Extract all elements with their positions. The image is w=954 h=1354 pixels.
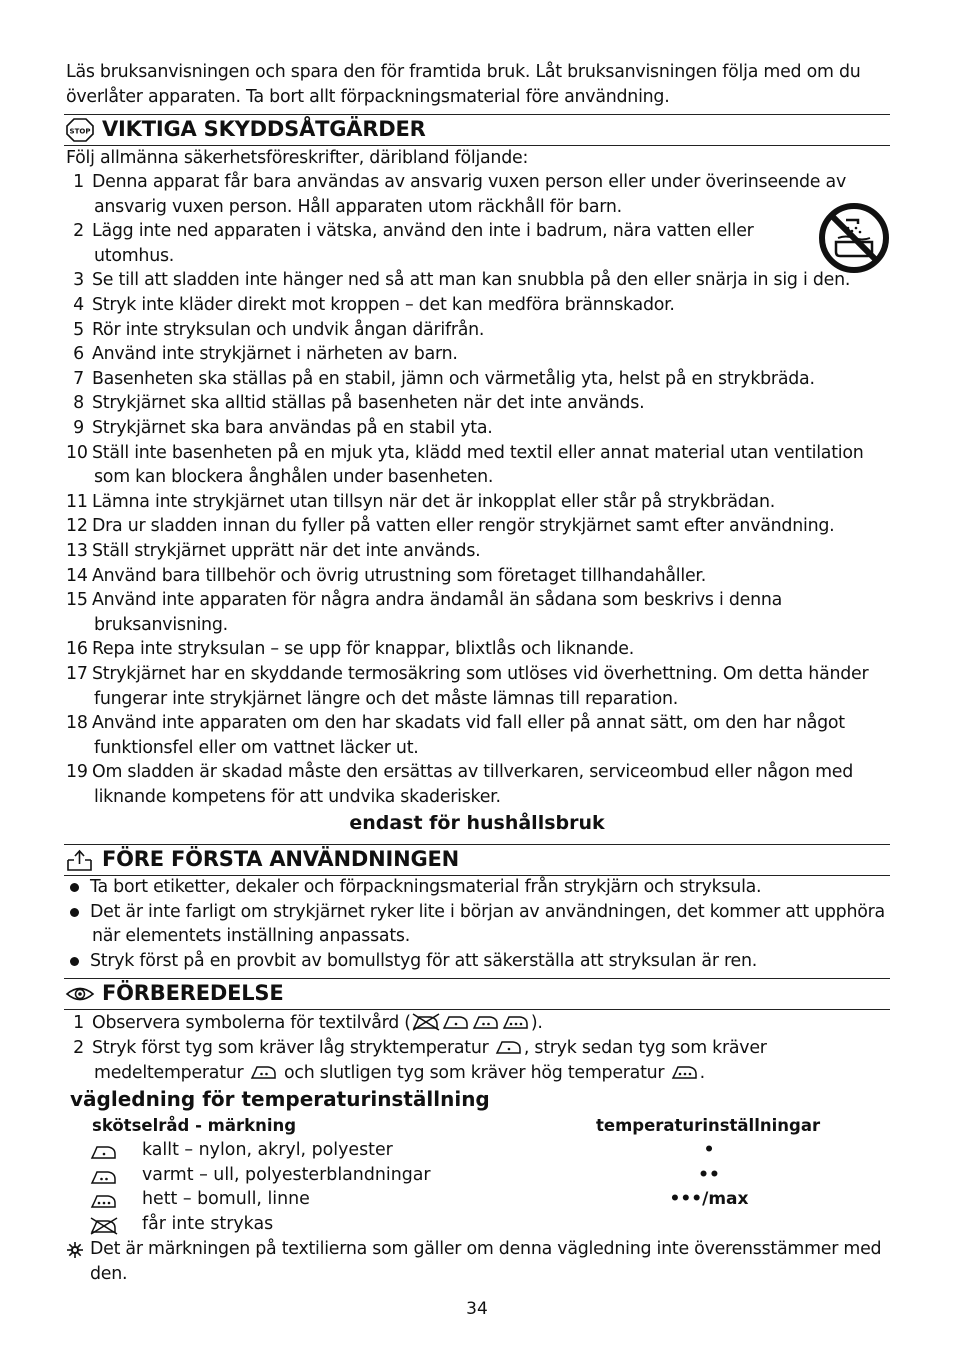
iron-three-dots-icon (89, 1192, 119, 1210)
sun-icon (66, 1241, 84, 1259)
do-not-iron-icon (89, 1217, 119, 1235)
item-line: Om sladden är skadad måste den ersättas av tillverkaren, serviceombud eller någon med (92, 762, 854, 783)
bullet-item (70, 875, 890, 900)
item-text-part: ). (530, 1013, 543, 1033)
guide-row-setting: • (703, 1140, 715, 1160)
item-line: Lämna inte strykjärnet utan tillsyn när det är inkopplat eller står på strykbrädan. (92, 491, 775, 512)
item-text-part: Observera symbolerna för textilvård ( (92, 1013, 411, 1033)
item-text (92, 1011, 543, 1036)
item-text (92, 367, 815, 392)
bullet-line: Ta bort etiketter, dekaler och förpackningsmaterial från strykjärn och stryksula. (90, 877, 762, 897)
bullet-text (90, 875, 761, 900)
item-number: 1 (73, 172, 84, 192)
item-text (92, 219, 754, 268)
item-number: 6 (73, 344, 84, 365)
iron-three-dots-icon (670, 1063, 700, 1081)
bullet-icon (70, 883, 79, 892)
item-number: 17 (66, 664, 88, 684)
bullet-item (70, 949, 890, 974)
item-text-part: medeltemperatur (94, 1062, 249, 1083)
item-number: 1 (73, 1013, 84, 1033)
intro-text (66, 60, 896, 109)
item-text (92, 342, 458, 367)
item-text (92, 662, 868, 711)
item-number: 12 (66, 516, 88, 537)
item-number: 2 (73, 221, 84, 242)
guide-row-setting: •••/max (669, 1189, 749, 1210)
safety-item (66, 367, 896, 392)
item-text (92, 490, 775, 515)
item-text (92, 416, 493, 441)
item-text (92, 318, 484, 343)
item-text (92, 637, 634, 662)
item-text (92, 391, 644, 416)
item-line: liknande kompetens för att undvika skaderisker. (94, 786, 501, 807)
guide-col-right: temperaturinställningar (596, 1116, 821, 1135)
iron-one-dot-icon (441, 1013, 471, 1031)
guide-row-label: kallt – nylon, akryl, polyester (142, 1140, 393, 1160)
iron-two-dots-icon (89, 1168, 119, 1186)
item-line: Använd inte apparaten för några andra ändamål än sådana som beskrivs i denna (92, 590, 783, 611)
item-number: 14 (66, 565, 88, 586)
item-text (92, 293, 675, 318)
iron-two-dots-icon (249, 1063, 279, 1081)
guide-col-left: skötselråd - märkning (92, 1116, 297, 1135)
item-number: 2 (73, 1038, 84, 1058)
safety-item (66, 711, 896, 760)
no-bathroom-icon (818, 202, 890, 274)
preparation-item (66, 1011, 886, 1036)
item-text (92, 441, 864, 490)
item-line: Strykjärnet ska alltid ställas på basenheten när det inte används. (92, 393, 645, 414)
item-line: fungerar inte strykjärnet längre och det måste lämnas till reparation. (94, 688, 679, 709)
safety-item (66, 539, 896, 564)
item-line: Repa inte stryksulan – se upp för knappar, blixtlås och liknande. (92, 639, 634, 660)
item-line: Rör inte stryksulan och undvik ångan därifrån. (92, 319, 485, 340)
iron-two-dots-icon (471, 1013, 501, 1031)
bullet-icon (70, 908, 79, 917)
bullet-line: Stryk först på en provbit av bomullstyg för att säkerställa att stryksulan är ren. (90, 950, 758, 971)
item-text-part: Stryk först tyg som kräver låg stryktemperatur (92, 1038, 494, 1058)
item-line: Stryk inte kläder direkt mot kroppen – det kan medföra brännskador. (92, 295, 675, 315)
item-line: Strykjärnet ska bara användas på en stabil yta. (92, 418, 493, 438)
item-line: bruksanvisning. (94, 614, 228, 635)
safety-item (66, 588, 896, 637)
item-text-part: , stryk sedan tyg som kräver (523, 1038, 767, 1058)
guide-row-label: varmt – ull, polyesterblandningar (142, 1164, 431, 1185)
item-line: Ställ strykjärnet upprätt när det inte används. (92, 541, 481, 561)
section-title: FÖRBEREDELSE (102, 981, 284, 1005)
note-line: den. (90, 1263, 128, 1284)
safety-item (66, 760, 896, 809)
stop-icon-text: STOP (69, 127, 91, 136)
item-text (92, 170, 846, 219)
item-text (92, 514, 834, 539)
bullet-text (90, 900, 885, 949)
intro-line: Läs bruksanvisningen och spara den för framtida bruk. Låt bruksanvisningen följa med om du (66, 62, 861, 82)
item-number: 11 (66, 491, 88, 512)
item-line: Se till att sladden inte hänger ned så att man kan snubbla på den eller snärja in sig i den. (92, 270, 851, 291)
item-line: som kan blockera ånghålen under basenheten. (94, 467, 494, 488)
guide-note (90, 1237, 881, 1286)
item-line: Strykjärnet har en skyddande termosäkring som utlöses vid överhettning. Om detta händer (92, 664, 869, 684)
safety-item (66, 416, 896, 441)
item-number: 16 (66, 639, 88, 660)
item-line: Basenheten ska ställas på en stabil, jämn och värmetålig yta, helst på en strykbräda. (92, 368, 815, 389)
item-line: Lägg inte ned apparaten i vätska, använd den inte i badrum, nära vatten eller (92, 221, 754, 242)
item-line: funktionsfel eller om vattnet läcker ut. (94, 737, 419, 758)
bullet-item (70, 900, 890, 949)
safety-item (66, 564, 896, 589)
iron-one-dot-icon (89, 1143, 119, 1161)
section-heading-preparation (64, 978, 890, 1010)
safety-item (66, 514, 896, 539)
item-text-part: . (699, 1062, 705, 1083)
do-not-iron-icon (411, 1013, 441, 1031)
section-heading-safety (64, 114, 890, 146)
eye-icon (65, 982, 95, 1006)
safety-item (66, 490, 896, 515)
bullet-line: när elementets inställning anpassats. (92, 926, 410, 947)
preparation-item (66, 1036, 886, 1086)
item-number: 5 (73, 319, 84, 340)
item-number: 4 (73, 295, 84, 315)
safety-item (66, 441, 896, 490)
item-text (92, 539, 480, 564)
safety-item (66, 391, 896, 416)
bullet-text (90, 949, 757, 974)
safety-item (66, 170, 896, 219)
guide-row-setting: •• (698, 1164, 720, 1185)
item-number: 9 (73, 418, 84, 438)
page-number: 34 (466, 1299, 488, 1319)
iron-three-dots-icon (501, 1013, 531, 1031)
guide-title: vägledning för temperaturinställning (70, 1087, 490, 1111)
item-text (92, 1036, 767, 1085)
item-text (92, 564, 706, 589)
safety-item (66, 318, 896, 343)
unpack-icon (65, 848, 95, 872)
guide-row-label: får inte strykas (142, 1213, 274, 1234)
item-text (92, 760, 853, 809)
item-number: 10 (66, 442, 88, 463)
item-text (92, 588, 782, 637)
item-line: Använd inte strykjärnet i närheten av barn. (92, 344, 458, 365)
item-number: 19 (66, 762, 88, 783)
safety-item (66, 219, 896, 268)
safety-item (66, 662, 896, 711)
item-number: 8 (73, 393, 84, 414)
item-line: Ställ inte basenheten på en mjuk yta, klädd med textil eller annat material utan ventilation (92, 442, 864, 463)
item-line: ansvarig vuxen person. Håll apparaten utom räckhåll för barn. (94, 196, 622, 217)
section-title: VIKTIGA SKYDDSÅTGÄRDER (102, 117, 426, 141)
household-note: endast för hushållsbruk (349, 812, 605, 834)
safety-item (66, 293, 896, 318)
stop-icon (65, 118, 95, 142)
item-number: 3 (73, 270, 84, 291)
item-text (92, 711, 845, 760)
item-number: 13 (66, 541, 88, 561)
bullet-icon (70, 957, 79, 966)
note-line: Det är märkningen på textilierna som gäller om denna vägledning inte överensstämmer med (90, 1239, 882, 1259)
item-line: Denna apparat får bara användas av ansvarig vuxen person eller under överinseende av (92, 172, 846, 192)
guide-row-label: hett – bomull, linne (142, 1189, 310, 1210)
item-line: utomhus. (94, 245, 175, 266)
item-text (92, 268, 850, 293)
safety-item (66, 268, 896, 293)
item-text-part: och slutligen tyg som kräver hög temperatur (278, 1062, 670, 1083)
safety-item (66, 637, 896, 662)
safety-lead: Följ allmänna säkerhetsföreskrifter, däribland följande: (66, 148, 529, 168)
section-heading-first-use (64, 844, 890, 876)
item-line: Använd bara tillbehör och övrig utrustning som företaget tillhandahåller. (92, 565, 706, 586)
section-title: FÖRE FÖRSTA ANVÄNDNINGEN (102, 847, 460, 871)
item-number: 18 (66, 713, 88, 734)
item-number: 15 (66, 590, 88, 611)
iron-one-dot-icon (494, 1038, 524, 1056)
item-line: Använd inte apparaten om den har skadats vid fall eller på annat sätt, om den har något (92, 713, 845, 734)
item-line: Dra ur sladden innan du fyller på vatten eller rengör strykjärnet samt efter användning. (92, 516, 835, 537)
intro-line: överlåter apparaten. Ta bort allt förpackningsmaterial före användning. (66, 86, 670, 107)
safety-item (66, 342, 896, 367)
item-number: 7 (73, 368, 84, 389)
bullet-line: Det är inte farligt om strykjärnet ryker lite i början av användningen, det kommer att upphöra (90, 901, 885, 922)
